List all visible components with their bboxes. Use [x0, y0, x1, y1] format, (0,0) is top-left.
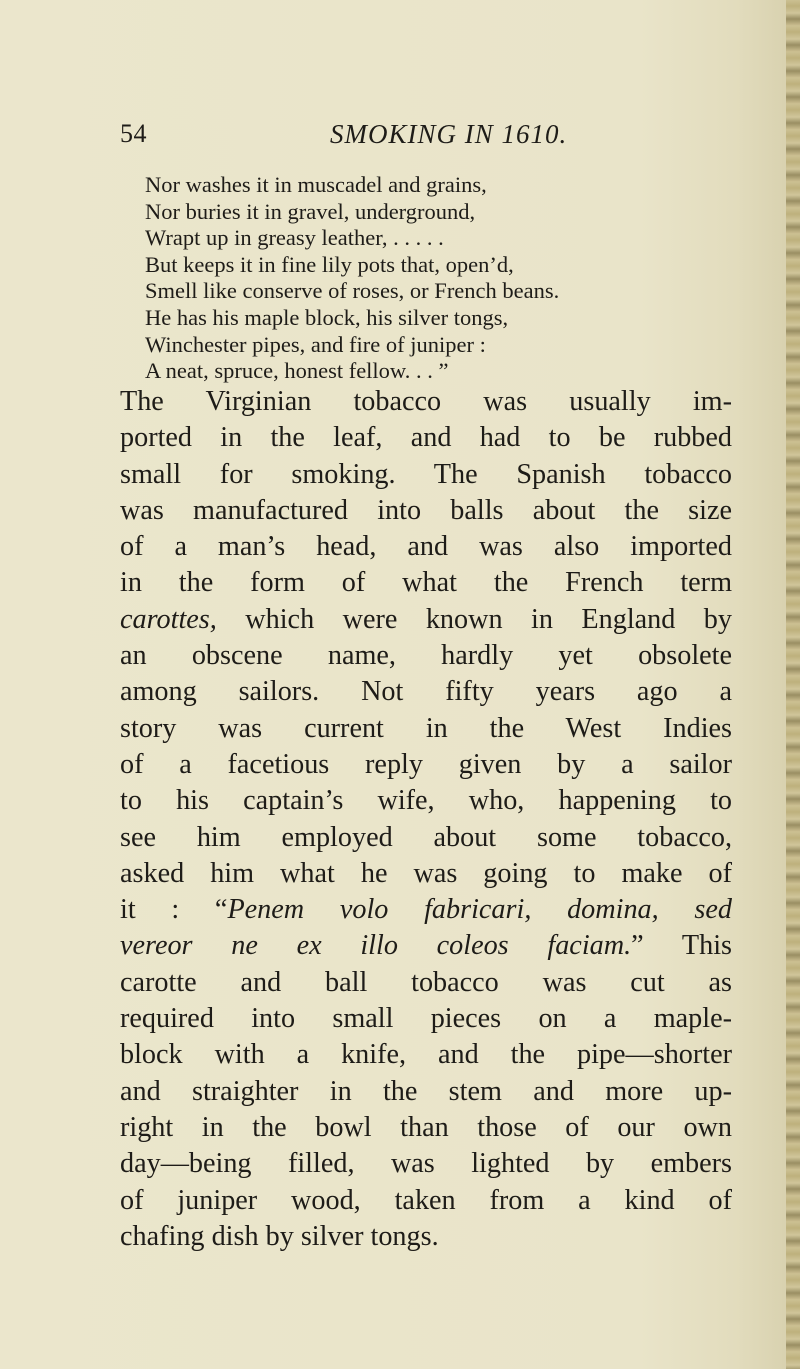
verse-line: Nor washes it in muscadel and grains,	[145, 172, 487, 197]
page-number: 54	[120, 119, 147, 148]
text-run: it : “	[120, 894, 228, 926]
text-line: in the form of what the French term	[120, 567, 732, 599]
text-line: small for smoking. The Spanish tobacco	[120, 458, 732, 490]
verse-line: Winchester pipes, and fire of juniper :	[145, 331, 486, 357]
text-line	[120, 602, 732, 638]
text-line: see him employed about some tobacco,	[120, 821, 732, 853]
text-run: ” This	[631, 930, 732, 962]
text-line: asked him what he was going to make of	[120, 857, 732, 889]
body-paragraph	[120, 384, 732, 1255]
text-line: The Virginian tobacco was usually im-	[120, 386, 732, 417]
verse-line: He has his maple block, his silver tongs,	[145, 304, 509, 330]
verse-line: A neat, spruce, honest fellow. . . ”	[145, 358, 449, 384]
page-edge	[786, 0, 800, 1369]
text-line: chafing dish by silver tongs.	[120, 1220, 439, 1252]
latin-quote: Penem volo fabricari, domina, sed	[227, 894, 732, 926]
text-line: right in the bowl than those of our own	[120, 1111, 732, 1143]
text-line: among sailors. Not fifty years ago a	[120, 676, 732, 708]
italic-term: carottes,	[120, 603, 217, 635]
verse-quotation	[145, 172, 705, 385]
text-line: day—being filled, was lighted by embers	[120, 1148, 732, 1180]
text-line: was manufactured into balls about the size	[120, 494, 732, 526]
text-line: story was current in the West Indies	[120, 712, 732, 744]
verse-line: But keeps it in fine lily pots that, open’d,	[145, 251, 514, 277]
text-line: of a facetious reply given by a sailor	[120, 748, 732, 780]
verse-line: Wrapt up in greasy leather, . . . . .	[145, 225, 444, 251]
text-line: of juniper wood, taken from a kind of	[120, 1184, 732, 1216]
page-header	[120, 119, 680, 159]
text-line: block with a knife, and the pipe—shorter	[120, 1039, 732, 1071]
text-line: of a man’s head, and was also imported	[120, 531, 732, 563]
text-line	[120, 892, 732, 928]
latin-quote: vereor ne ex illo coleos faciam.	[120, 930, 632, 962]
running-head: SMOKING IN 1610.	[330, 119, 568, 149]
text-run: which were known in England by	[216, 603, 732, 635]
text-line: an obscene name, hardly yet obsolete	[120, 640, 732, 672]
verse-line: Nor buries it in gravel, underground,	[145, 198, 476, 224]
verse-line: Smell like conserve of roses, or French beans.	[145, 278, 560, 304]
text-line: carotte and ball tobacco was cut as	[120, 966, 732, 998]
text-line	[120, 928, 732, 964]
text-line: required into small pieces on a maple-	[120, 1003, 732, 1035]
text-line: ported in the leaf, and had to be rubbed	[120, 422, 732, 454]
text-line: and straighter in the stem and more up-	[120, 1075, 732, 1107]
text-line: to his captain’s wife, who, happening to	[120, 785, 732, 817]
